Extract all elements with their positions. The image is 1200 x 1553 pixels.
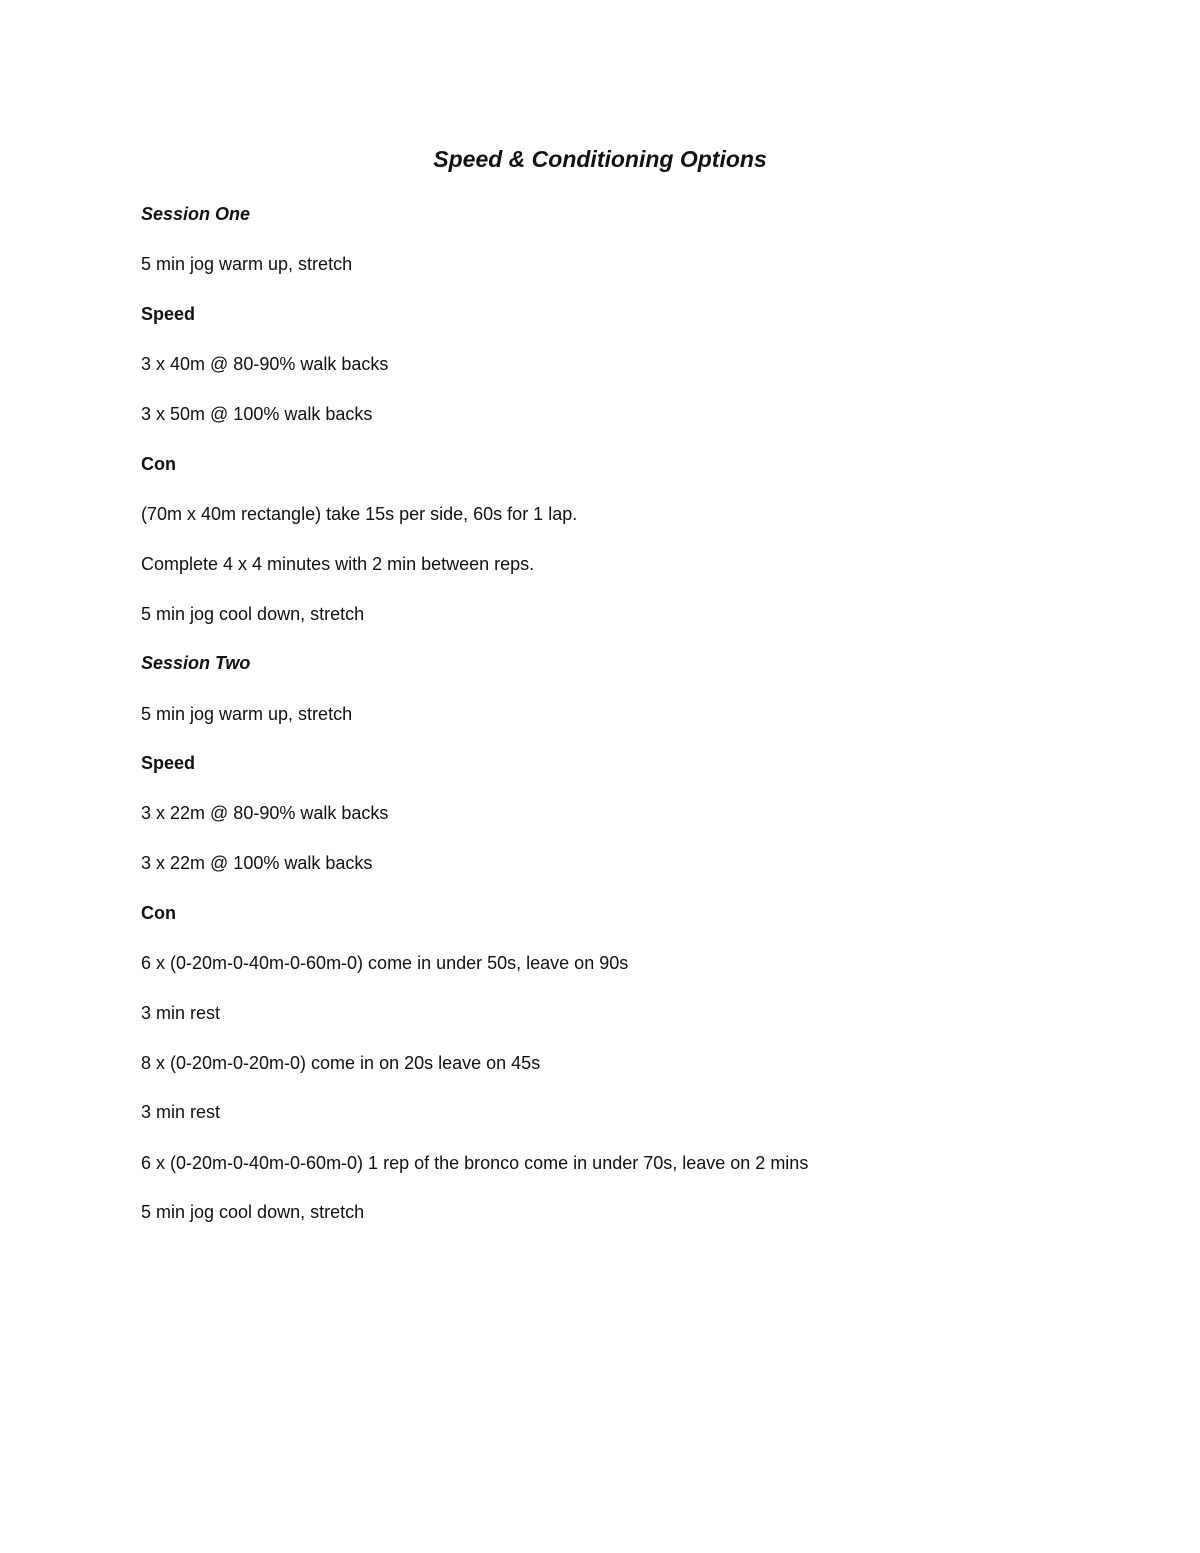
session-two-speed-2: 3 x 22m @ 100% walk backs (141, 853, 373, 873)
session-one-speed-2: 3 x 50m @ 100% walk backs (141, 404, 373, 424)
session-two-con-3: 6 x (0-20m-0-40m-0-60m-0) 1 rep of the bronco come in under 70s, leave on 2 mins (141, 1153, 809, 1173)
session-two-con-heading: Con (141, 903, 176, 923)
session-one-con-1: (70m x 40m rectangle) take 15s per side, 60s for 1 lap. (141, 504, 578, 524)
session-one-con-heading: Con (141, 454, 176, 474)
session-one-cooldown: 5 min jog cool down, stretch (141, 604, 365, 624)
session-one-warmup: 5 min jog warm up, stretch (141, 254, 353, 274)
session-two-speed-1: 3 x 22m @ 80-90% walk backs (141, 803, 389, 823)
session-two-con-2: 8 x (0-20m-0-20m-0) come in on 20s leave on 45s (141, 1053, 541, 1073)
session-two-con-1: 6 x (0-20m-0-40m-0-60m-0) come in under 50s, leave on 90s (141, 953, 629, 973)
session-one-speed-1: 3 x 40m @ 80-90% walk backs (141, 354, 389, 374)
session-two-heading: Session Two (141, 653, 251, 673)
page-title: Speed & Conditioning Options (433, 146, 767, 172)
session-two-cooldown: 5 min jog cool down, stretch (141, 1202, 365, 1222)
session-one-speed-heading: Speed (141, 304, 196, 324)
session-one-heading: Session One (141, 204, 251, 224)
session-two-rest-1: 3 min rest (141, 1003, 221, 1023)
session-two-warmup: 5 min jog warm up, stretch (141, 704, 353, 724)
session-two-rest-2: 3 min rest (141, 1102, 221, 1122)
session-one-con-2: Complete 4 x 4 minutes with 2 min between reps. (141, 554, 535, 574)
session-two-speed-heading: Speed (141, 753, 196, 773)
